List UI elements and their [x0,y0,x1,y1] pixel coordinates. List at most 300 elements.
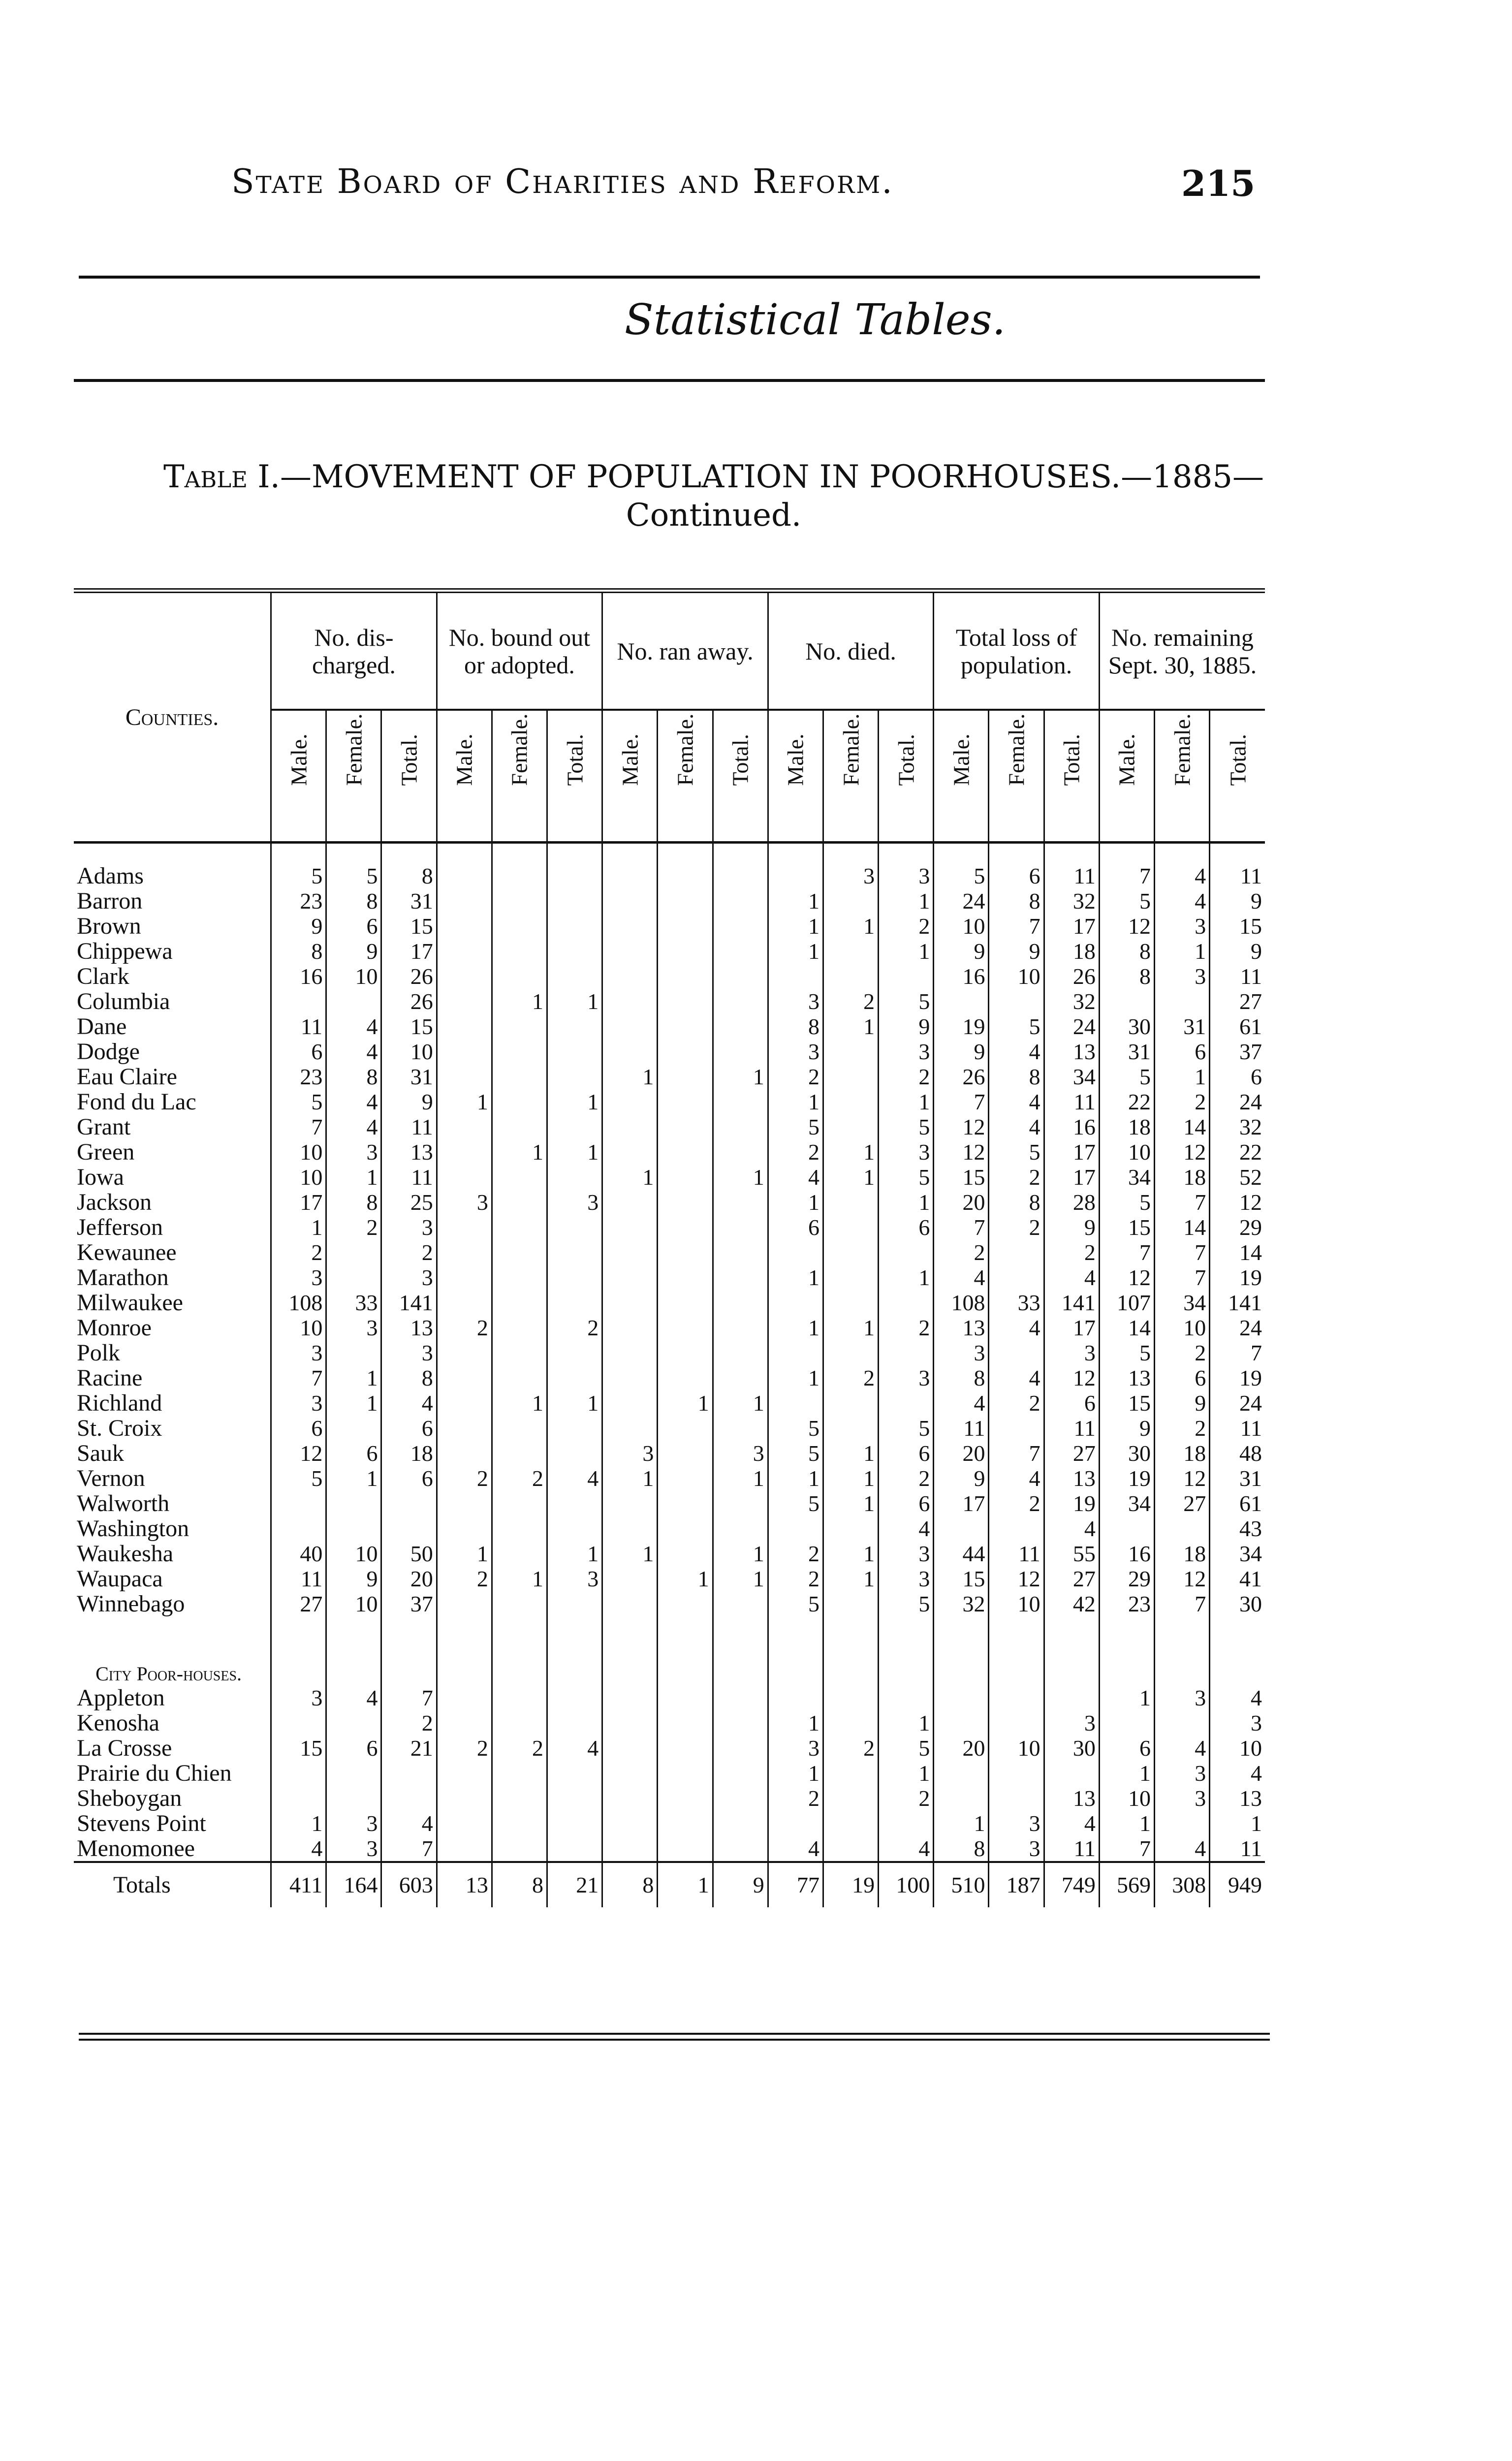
county-row [74,1516,1265,1541]
value-cell: 141 [1210,1290,1265,1315]
row-label: Fond du Lac [77,1089,196,1114]
row-label: Stevens Point [77,1811,206,1836]
value-cell: 2 [768,1064,823,1089]
totals-row [74,1862,1265,1907]
value-cell [768,1340,823,1365]
value-cell [547,1039,602,1064]
row-label: Sauk [77,1441,124,1466]
value-cell: 3 [768,1039,823,1064]
top-rule [79,276,1260,279]
value-cell [658,1541,713,1566]
value-cell: 1 [713,1541,768,1566]
value-cell [823,1089,878,1114]
value-cell: 1 [768,1761,823,1786]
spacer-cell [823,1616,878,1685]
value-cell [989,1240,1044,1265]
value-cell [492,1064,547,1089]
value-cell: 11 [934,1416,989,1441]
value-cell: 11 [1210,1416,1265,1441]
value-cell: 2 [879,1064,934,1089]
value-cell: 4 [768,1836,823,1862]
value-cell [823,1811,878,1836]
row-label: Dane [77,1014,127,1039]
value-cell [768,1390,823,1416]
value-cell: 2 [989,1215,1044,1240]
subheader-cell [989,710,1044,843]
value-cell [547,1441,602,1466]
value-cell [823,1710,878,1735]
value-cell: 17 [1044,1315,1099,1340]
value-cell [713,964,768,989]
value-cell [437,1240,492,1265]
value-cell: 1 [713,1064,768,1089]
value-cell [437,1039,492,1064]
value-cell: 7 [1155,1240,1210,1265]
value-cell: 3 [1155,1761,1210,1786]
value-cell: 2 [547,1315,602,1340]
spacer-cell [989,843,1044,864]
value-cell [989,1710,1044,1735]
value-cell: 10 [326,1541,381,1566]
subheader-cell [602,710,658,843]
value-cell: 11 [1044,1416,1099,1441]
value-cell [713,1735,768,1761]
value-cell [492,1836,547,1862]
value-cell: 6 [879,1441,934,1466]
value-cell: 9 [879,1014,934,1039]
value-cell: 1 [1099,1761,1154,1786]
county-row [74,1114,1265,1139]
value-cell: 308 [1155,1862,1210,1907]
value-cell: 5 [879,1114,934,1139]
value-cell: 23 [271,1064,326,1089]
value-cell [547,939,602,964]
value-cell [713,1039,768,1064]
value-cell: 5 [879,1416,934,1441]
value-cell: 1 [823,1315,878,1340]
value-cell: 4 [989,1039,1044,1064]
value-cell [934,1516,989,1541]
value-cell [602,1591,658,1616]
value-cell: 4 [879,1516,934,1541]
value-cell: 2 [437,1466,492,1491]
county-row [74,1265,1265,1290]
row-label: Appleton [77,1685,165,1710]
value-cell [602,1089,658,1114]
value-cell [492,1290,547,1315]
value-cell: 48 [1210,1441,1265,1466]
value-cell [326,989,381,1014]
value-cell: 61 [1210,1491,1265,1516]
value-cell: 10 [271,1165,326,1190]
value-cell: 141 [1044,1290,1099,1315]
value-cell: 5 [768,1591,823,1616]
value-cell: 34 [1099,1491,1154,1516]
value-cell: 12 [1044,1365,1099,1390]
value-cell [547,1685,602,1710]
value-cell: 11 [1210,1836,1265,1862]
value-cell: 16 [1044,1114,1099,1139]
value-cell [326,1240,381,1265]
group-header-total-loss: Total loss of population. [934,591,1100,710]
value-cell: 1 [879,1761,934,1786]
value-cell: 1 [326,1466,381,1491]
value-cell [713,1190,768,1215]
value-cell [713,914,768,939]
value-cell: 4 [1210,1685,1265,1710]
spacer-cell [74,843,271,864]
value-cell: 1 [823,1014,878,1039]
value-cell [437,939,492,964]
value-cell [602,1365,658,1390]
value-cell [658,1416,713,1441]
value-cell: 2 [879,1315,934,1340]
spacer-cell [492,843,547,864]
spacer-cell [1210,843,1265,864]
value-cell: 1 [437,1089,492,1114]
value-cell: 16 [934,964,989,989]
row-label: Adams [77,863,144,888]
section-rule [74,379,1265,382]
value-cell [492,863,547,888]
value-cell [658,1165,713,1190]
value-cell: 12 [934,1114,989,1139]
value-cell: 5 [271,863,326,888]
value-cell [602,1516,658,1541]
value-cell: 11 [1044,1836,1099,1862]
value-cell: 3 [1044,1710,1099,1735]
value-cell [547,1761,602,1786]
subheader-cell [934,710,989,843]
value-cell: 9 [713,1862,768,1907]
value-cell [713,1491,768,1516]
value-cell [713,1265,768,1290]
value-cell: 3 [879,1541,934,1566]
value-cell: 9 [381,1089,437,1114]
value-cell [437,914,492,939]
subheader-label: Total. [893,734,919,786]
value-cell [658,1441,713,1466]
value-cell: 12 [1099,1265,1154,1290]
table-title-main: —MOVEMENT OF POPULATION IN POORHOUSES.—1885— [280,459,1264,495]
value-cell: 1 [602,1541,658,1566]
value-cell [602,1014,658,1039]
county-row [74,1139,1265,1165]
value-cell: 8 [381,863,437,888]
value-cell [492,1114,547,1139]
value-cell [547,1836,602,1862]
county-row [74,1466,1265,1491]
value-cell [879,1811,934,1836]
value-cell: 1 [492,1139,547,1165]
spacer-cell [437,843,492,864]
value-cell: 6 [326,914,381,939]
value-cell: 4 [381,1811,437,1836]
value-cell: 2 [1044,1240,1099,1265]
subheader-cell [326,710,381,843]
value-cell: 24 [1210,1089,1265,1114]
value-cell [879,1240,934,1265]
value-cell: 42 [1044,1591,1099,1616]
value-cell: 4 [1155,888,1210,914]
value-cell: 8 [381,1365,437,1390]
value-cell [658,863,713,888]
value-cell: 6 [381,1416,437,1441]
value-cell [602,888,658,914]
value-cell: 3 [547,1190,602,1215]
row-label: Waukesha [77,1541,174,1566]
value-cell [879,1685,934,1710]
value-cell [1044,1761,1099,1786]
spacer-cell [713,1616,768,1685]
value-cell: 11 [271,1014,326,1039]
value-cell [437,1365,492,1390]
value-cell [823,964,878,989]
value-cell: 3 [879,1139,934,1165]
value-cell [602,964,658,989]
spacer-cell [602,843,658,864]
value-cell: 4 [547,1735,602,1761]
value-cell: 108 [934,1290,989,1315]
value-cell [437,1390,492,1416]
running-title: State Board of Charities and Reform. [231,162,894,201]
value-cell: 1 [326,1165,381,1190]
value-cell: 1 [768,1265,823,1290]
value-cell [658,964,713,989]
value-cell [492,914,547,939]
value-cell: 2 [989,1165,1044,1190]
value-cell: 13 [1044,1466,1099,1491]
value-cell [271,1710,326,1735]
row-label: Monroe [77,1315,152,1340]
value-cell [602,1215,658,1240]
value-cell: 1 [1210,1811,1265,1836]
value-cell: 27 [1044,1566,1099,1591]
value-cell: 11 [1044,863,1099,888]
spacer-row [74,843,1265,864]
county-row [74,1491,1265,1516]
value-cell: 2 [437,1566,492,1591]
value-cell [713,1240,768,1265]
subheader-label: Total. [562,734,588,786]
value-cell [326,1786,381,1811]
value-cell: 19 [1210,1365,1265,1390]
value-cell [602,1685,658,1710]
value-cell [437,1114,492,1139]
value-cell [658,1491,713,1516]
value-cell [437,1441,492,1466]
value-cell [381,1516,437,1541]
value-cell: 3 [879,863,934,888]
value-cell [492,1190,547,1215]
value-cell [271,989,326,1014]
group-header-discharged: No. dis- charged. [271,591,437,710]
value-cell: 4 [381,1390,437,1416]
value-cell: 5 [271,1089,326,1114]
county-row [74,1290,1265,1315]
value-cell [492,1786,547,1811]
value-cell: 1 [547,989,602,1014]
value-cell: 949 [1210,1862,1265,1907]
value-cell: 2 [1155,1416,1210,1441]
value-cell: 11 [989,1541,1044,1566]
county-row [74,1014,1265,1039]
subheader-label: Female. [1169,713,1195,786]
value-cell: 13 [934,1315,989,1340]
value-cell: 13 [437,1862,492,1907]
value-cell: 31 [1099,1039,1154,1064]
value-cell: 22 [1210,1139,1265,1165]
value-cell: 9 [271,914,326,939]
value-cell [437,1491,492,1516]
value-cell: 12 [1210,1190,1265,1215]
value-cell: 7 [1099,1836,1154,1862]
value-cell: 29 [1099,1566,1154,1591]
value-cell [823,1340,878,1365]
value-cell: 15 [381,1014,437,1039]
county-row [74,1165,1265,1190]
value-cell [713,1786,768,1811]
value-cell [437,1811,492,1836]
value-cell: 4 [934,1265,989,1290]
value-cell: 33 [326,1290,381,1315]
value-cell: 9 [326,1566,381,1591]
value-cell: 52 [1210,1165,1265,1190]
value-cell [547,863,602,888]
value-cell [492,1416,547,1441]
value-cell: 3 [1155,914,1210,939]
value-cell [437,1340,492,1365]
value-cell: 8 [768,1014,823,1039]
value-cell [658,1340,713,1365]
spacer-cell [326,843,381,864]
value-cell [989,1340,1044,1365]
value-cell [271,1516,326,1541]
value-cell: 21 [381,1735,437,1761]
subheader-label: Female. [838,713,864,786]
value-cell [271,1491,326,1516]
value-cell: 411 [271,1862,326,1907]
value-cell: 6 [1099,1735,1154,1761]
value-cell: 1 [823,1165,878,1190]
value-cell: 2 [768,1139,823,1165]
value-cell: 2 [768,1541,823,1566]
table-title-continued: Continued. [626,497,802,534]
value-cell: 15 [1099,1390,1154,1416]
value-cell [437,1516,492,1541]
row-label: Milwaukee [77,1290,183,1315]
value-cell [437,1014,492,1039]
subheader-label: Male. [286,733,312,786]
value-cell: 6 [326,1441,381,1466]
value-cell: 15 [271,1735,326,1761]
value-cell: 13 [1099,1365,1154,1390]
spacer-cell [768,843,823,864]
value-cell: 10 [989,1591,1044,1616]
value-cell: 41 [1210,1566,1265,1591]
value-cell [1155,1710,1210,1735]
value-cell [658,1190,713,1215]
value-cell [437,1290,492,1315]
running-head [0,162,1512,217]
city-row [74,1735,1265,1761]
value-cell: 1 [823,914,878,939]
value-cell: 10 [1155,1315,1210,1340]
value-cell: 26 [381,989,437,1014]
value-cell: 1 [1099,1685,1154,1710]
value-cell: 1 [547,1390,602,1416]
table-title-lead: Table I. [163,459,280,495]
value-cell [437,863,492,888]
value-cell [658,1290,713,1315]
value-cell: 5 [768,1114,823,1139]
value-cell [658,1089,713,1114]
value-cell [934,1685,989,1710]
value-cell: 6 [1044,1390,1099,1416]
value-cell: 31 [1155,1014,1210,1039]
group-header-ran-away: No. ran away. [602,591,768,710]
value-cell [547,1064,602,1089]
value-cell: 6 [1155,1039,1210,1064]
value-cell: 9 [934,939,989,964]
value-cell: 1 [326,1390,381,1416]
row-label: Kenosha [77,1710,159,1735]
value-cell [492,1710,547,1735]
value-cell [326,1416,381,1441]
value-cell [713,1215,768,1240]
subheader-label: Total. [396,734,422,786]
value-cell: 6 [326,1735,381,1761]
value-cell: 7 [1155,1190,1210,1215]
value-cell: 2 [879,1786,934,1811]
spacer-cell [437,1616,492,1685]
value-cell [547,1114,602,1139]
value-cell [602,1190,658,1215]
value-cell: 1 [879,888,934,914]
value-cell: 4 [879,1836,934,1862]
row-label: Iowa [77,1165,124,1190]
value-cell: 5 [879,989,934,1014]
value-cell [437,964,492,989]
value-cell: 2 [879,1466,934,1491]
value-cell [768,1685,823,1710]
row-label: Polk [77,1340,121,1365]
row-label: Columbia [77,989,170,1014]
value-cell: 5 [879,1591,934,1616]
value-cell: 7 [381,1685,437,1710]
value-cell: 31 [381,888,437,914]
value-cell [1155,1811,1210,1836]
subheader-label: Female. [672,713,698,786]
value-cell [602,1240,658,1265]
bottom-rule-2 [79,2039,1270,2041]
value-cell: 25 [381,1190,437,1215]
value-cell: 3 [1044,1340,1099,1365]
spacer-cell [602,1616,658,1685]
value-cell: 2 [989,1491,1044,1516]
value-cell: 1 [437,1541,492,1566]
value-cell [547,1365,602,1390]
value-cell: 11 [271,1566,326,1591]
value-cell [602,1390,658,1416]
row-label: Vernon [77,1466,145,1491]
table-title [74,458,1354,535]
row-label: St. Croix [77,1416,162,1441]
value-cell: 4 [326,1685,381,1710]
value-cell: 11 [1044,1089,1099,1114]
value-cell: 9 [1099,1416,1154,1441]
value-cell: 77 [768,1862,823,1907]
